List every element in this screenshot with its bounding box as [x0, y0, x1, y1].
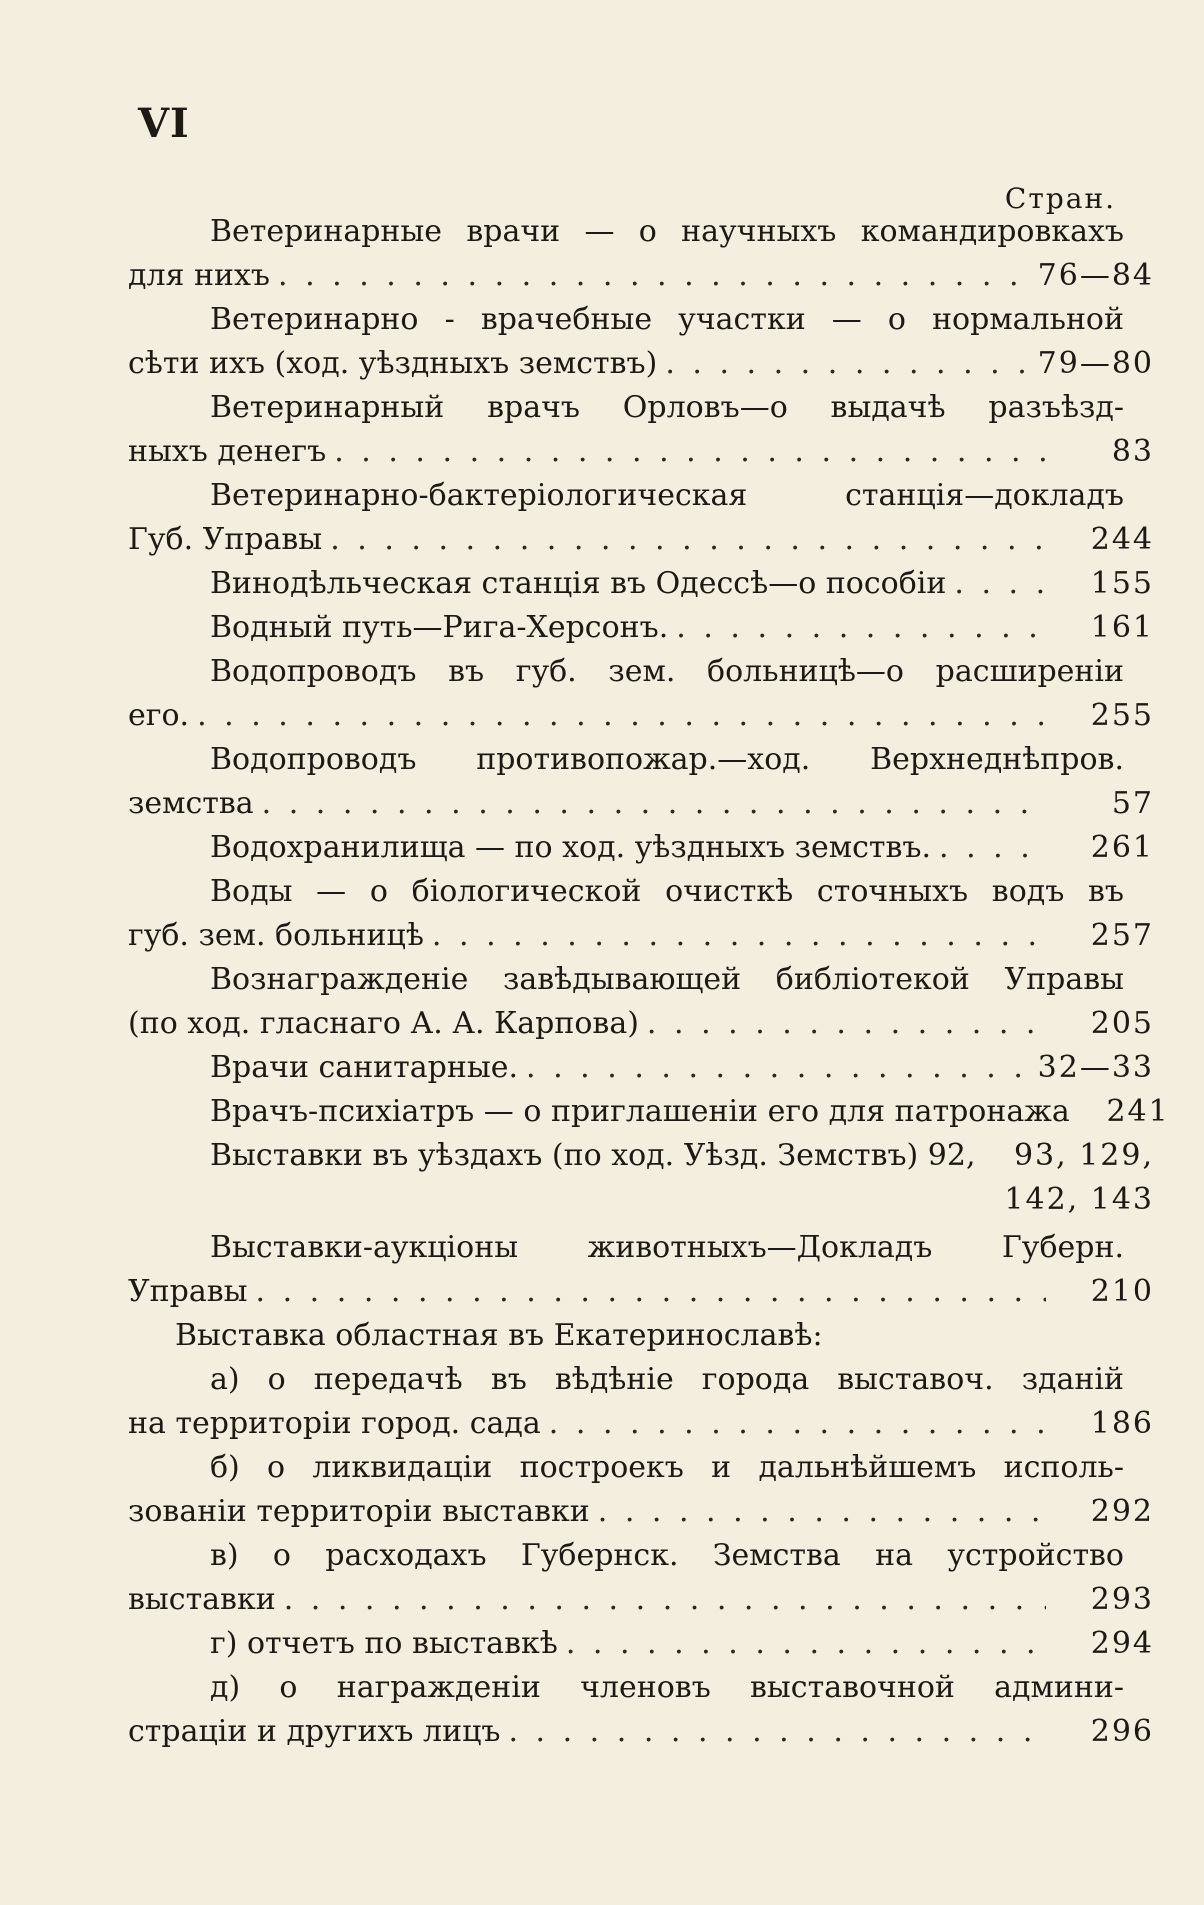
index-entry [128, 1446, 1154, 1534]
entry-pages: 79—80 [1037, 346, 1154, 381]
dot-leader [647, 1002, 1046, 1046]
index-entry [128, 1666, 1154, 1754]
entry-pages: 83 [1111, 434, 1154, 469]
dot-leader [598, 1490, 1046, 1534]
entry-pages: 241 [1106, 1094, 1170, 1129]
entry-pages: 155 [1090, 566, 1154, 601]
entry-pages: 255 [1090, 698, 1154, 733]
entry-pages: 257 [1090, 918, 1154, 953]
index-entry [128, 1046, 1154, 1090]
entry-text: г) отчетъ по выставкѣ [210, 1626, 558, 1661]
entry-pages: 293 [1090, 1582, 1154, 1617]
index-entry [128, 1226, 1154, 1314]
entry-line2: его. [128, 698, 190, 733]
section-heading: Выставка областная въ Екатеринославѣ: [175, 1318, 823, 1353]
pages-column-header: Стран. [1004, 182, 1116, 215]
entry-line1: Выставки-аукціоны животныхъ—Докладъ Губерн. [210, 1230, 1124, 1265]
index-entry [128, 606, 1154, 650]
entry-line1: Ветеринарно - врачебные участки — о нормальной [210, 302, 1124, 337]
index-entry [128, 474, 1154, 562]
dot-leader [284, 1578, 1046, 1622]
entry-text: Врачи санитарные. [210, 1050, 519, 1085]
entry-pages: 57 [1111, 786, 1154, 821]
dot-leader [939, 826, 1046, 870]
dot-leader [665, 342, 1029, 386]
index-entry [128, 1134, 1154, 1222]
dot-leader [566, 1622, 1046, 1666]
entry-line2: губ. зем. больницѣ [128, 918, 424, 953]
entry-pages: 261 [1090, 830, 1154, 865]
entry-line2: Губ. Управы [128, 522, 323, 557]
entry-line2: на территоріи город. сада [128, 1406, 541, 1441]
index-entry [128, 1090, 1170, 1134]
entry-pages-continued: 142, 143 [1004, 1182, 1154, 1217]
entry-line1: д) о награжденіи членовъ выставочной админи- [210, 1670, 1124, 1705]
entry-text: Водохранилища — по ход. уѣздныхъ земствъ. [210, 830, 932, 865]
page-number: VI [138, 100, 190, 147]
entry-pages: 161 [1090, 610, 1154, 645]
entry-line1: Ветеринарные врачи — о научныхъ командировкахъ [210, 214, 1124, 249]
dot-leader [508, 1710, 1046, 1754]
index-entry [128, 870, 1154, 958]
entry-text: Водный путь—Рига-Херсонъ. [210, 610, 669, 645]
index-entry [128, 562, 1154, 606]
entry-line2: выставки [128, 1582, 276, 1617]
dot-leader [676, 606, 1046, 650]
dot-leader [549, 1402, 1046, 1446]
dot-leader [197, 694, 1046, 738]
entry-pages: 210 [1090, 1274, 1154, 1309]
dot-leader [256, 1270, 1046, 1314]
dot-leader [526, 1046, 1030, 1090]
index-entry [128, 210, 1154, 298]
dot-leader [334, 430, 1046, 474]
entry-line2: страціи и другихъ лицъ [128, 1714, 501, 1749]
dot-leader [432, 914, 1046, 958]
dot-leader [954, 562, 1046, 606]
entry-line1: а) о передачѣ въ вѣдѣніе города выставоч. зданій [210, 1362, 1124, 1397]
dot-leader [262, 782, 1046, 826]
index-entry [128, 826, 1154, 870]
entry-line2: ныхъ денегъ [128, 434, 327, 469]
index-entries [128, 210, 1170, 1754]
entry-line2: Управы [128, 1274, 248, 1309]
index-entry [128, 650, 1154, 738]
entry-line1: Ветеринарный врачъ Орловъ—о выдачѣ разъѣзд- [210, 390, 1124, 425]
entry-line1: Воды — о біологической очисткѣ сточныхъ водъ въ [210, 874, 1124, 909]
entry-line2: (по ход. гласнаго А. А. Карпова) [128, 1006, 639, 1041]
index-entry [128, 298, 1154, 386]
dot-leader [278, 254, 1030, 298]
entry-pages: 292 [1090, 1494, 1154, 1529]
entry-line2: зованіи территоріи выставки [128, 1494, 590, 1529]
entry-line1: Вознагражденіе завѣдывающей библіотекой Управы [210, 962, 1124, 997]
entry-text: Винодѣльческая станція въ Одессѣ—о пособіи [210, 566, 947, 601]
entry-text: Выставки въ уѣздахъ (по ход. Уѣзд. Земствъ) 92, [210, 1138, 976, 1173]
entry-line2: земства [128, 786, 254, 821]
entry-line2: сѣти ихъ (ход. уѣздныхъ земствъ) [128, 346, 658, 381]
index-entry [128, 1622, 1154, 1666]
dot-leader [330, 518, 1046, 562]
entry-pages: 93, 129, [1013, 1138, 1154, 1173]
entry-line1: Водопроводъ въ губ. зем. больницѣ—о расширеніи [210, 654, 1124, 689]
entry-pages: 294 [1090, 1626, 1154, 1661]
index-entry [128, 738, 1154, 826]
index-entry [128, 1534, 1154, 1622]
entry-pages: 186 [1090, 1406, 1154, 1441]
entry-pages: 76—84 [1037, 258, 1154, 293]
index-entry [128, 1358, 1154, 1446]
index-entry [128, 386, 1154, 474]
entry-line1: Водопроводъ противопожар.—ход. Верхнеднѣпров. [210, 742, 1124, 777]
entry-line2: для нихъ [128, 258, 270, 293]
entry-text: Врачъ-психіатръ — о приглашеніи его для патронажа [210, 1094, 1070, 1129]
entry-pages: 32—33 [1037, 1050, 1154, 1085]
entry-line1: б) о ликвидаціи построекъ и дальнѣйшемъ исполь- [210, 1450, 1124, 1485]
index-entry [128, 958, 1154, 1046]
entry-pages: 205 [1090, 1006, 1154, 1041]
entry-line1: в) о расходахъ Губернск. Земства на устройство [210, 1538, 1124, 1573]
entry-pages: 296 [1090, 1714, 1154, 1749]
entry-line1: Ветеринарно-бактеріологическая станція—докладъ [210, 478, 1124, 513]
entry-pages: 244 [1090, 522, 1154, 557]
